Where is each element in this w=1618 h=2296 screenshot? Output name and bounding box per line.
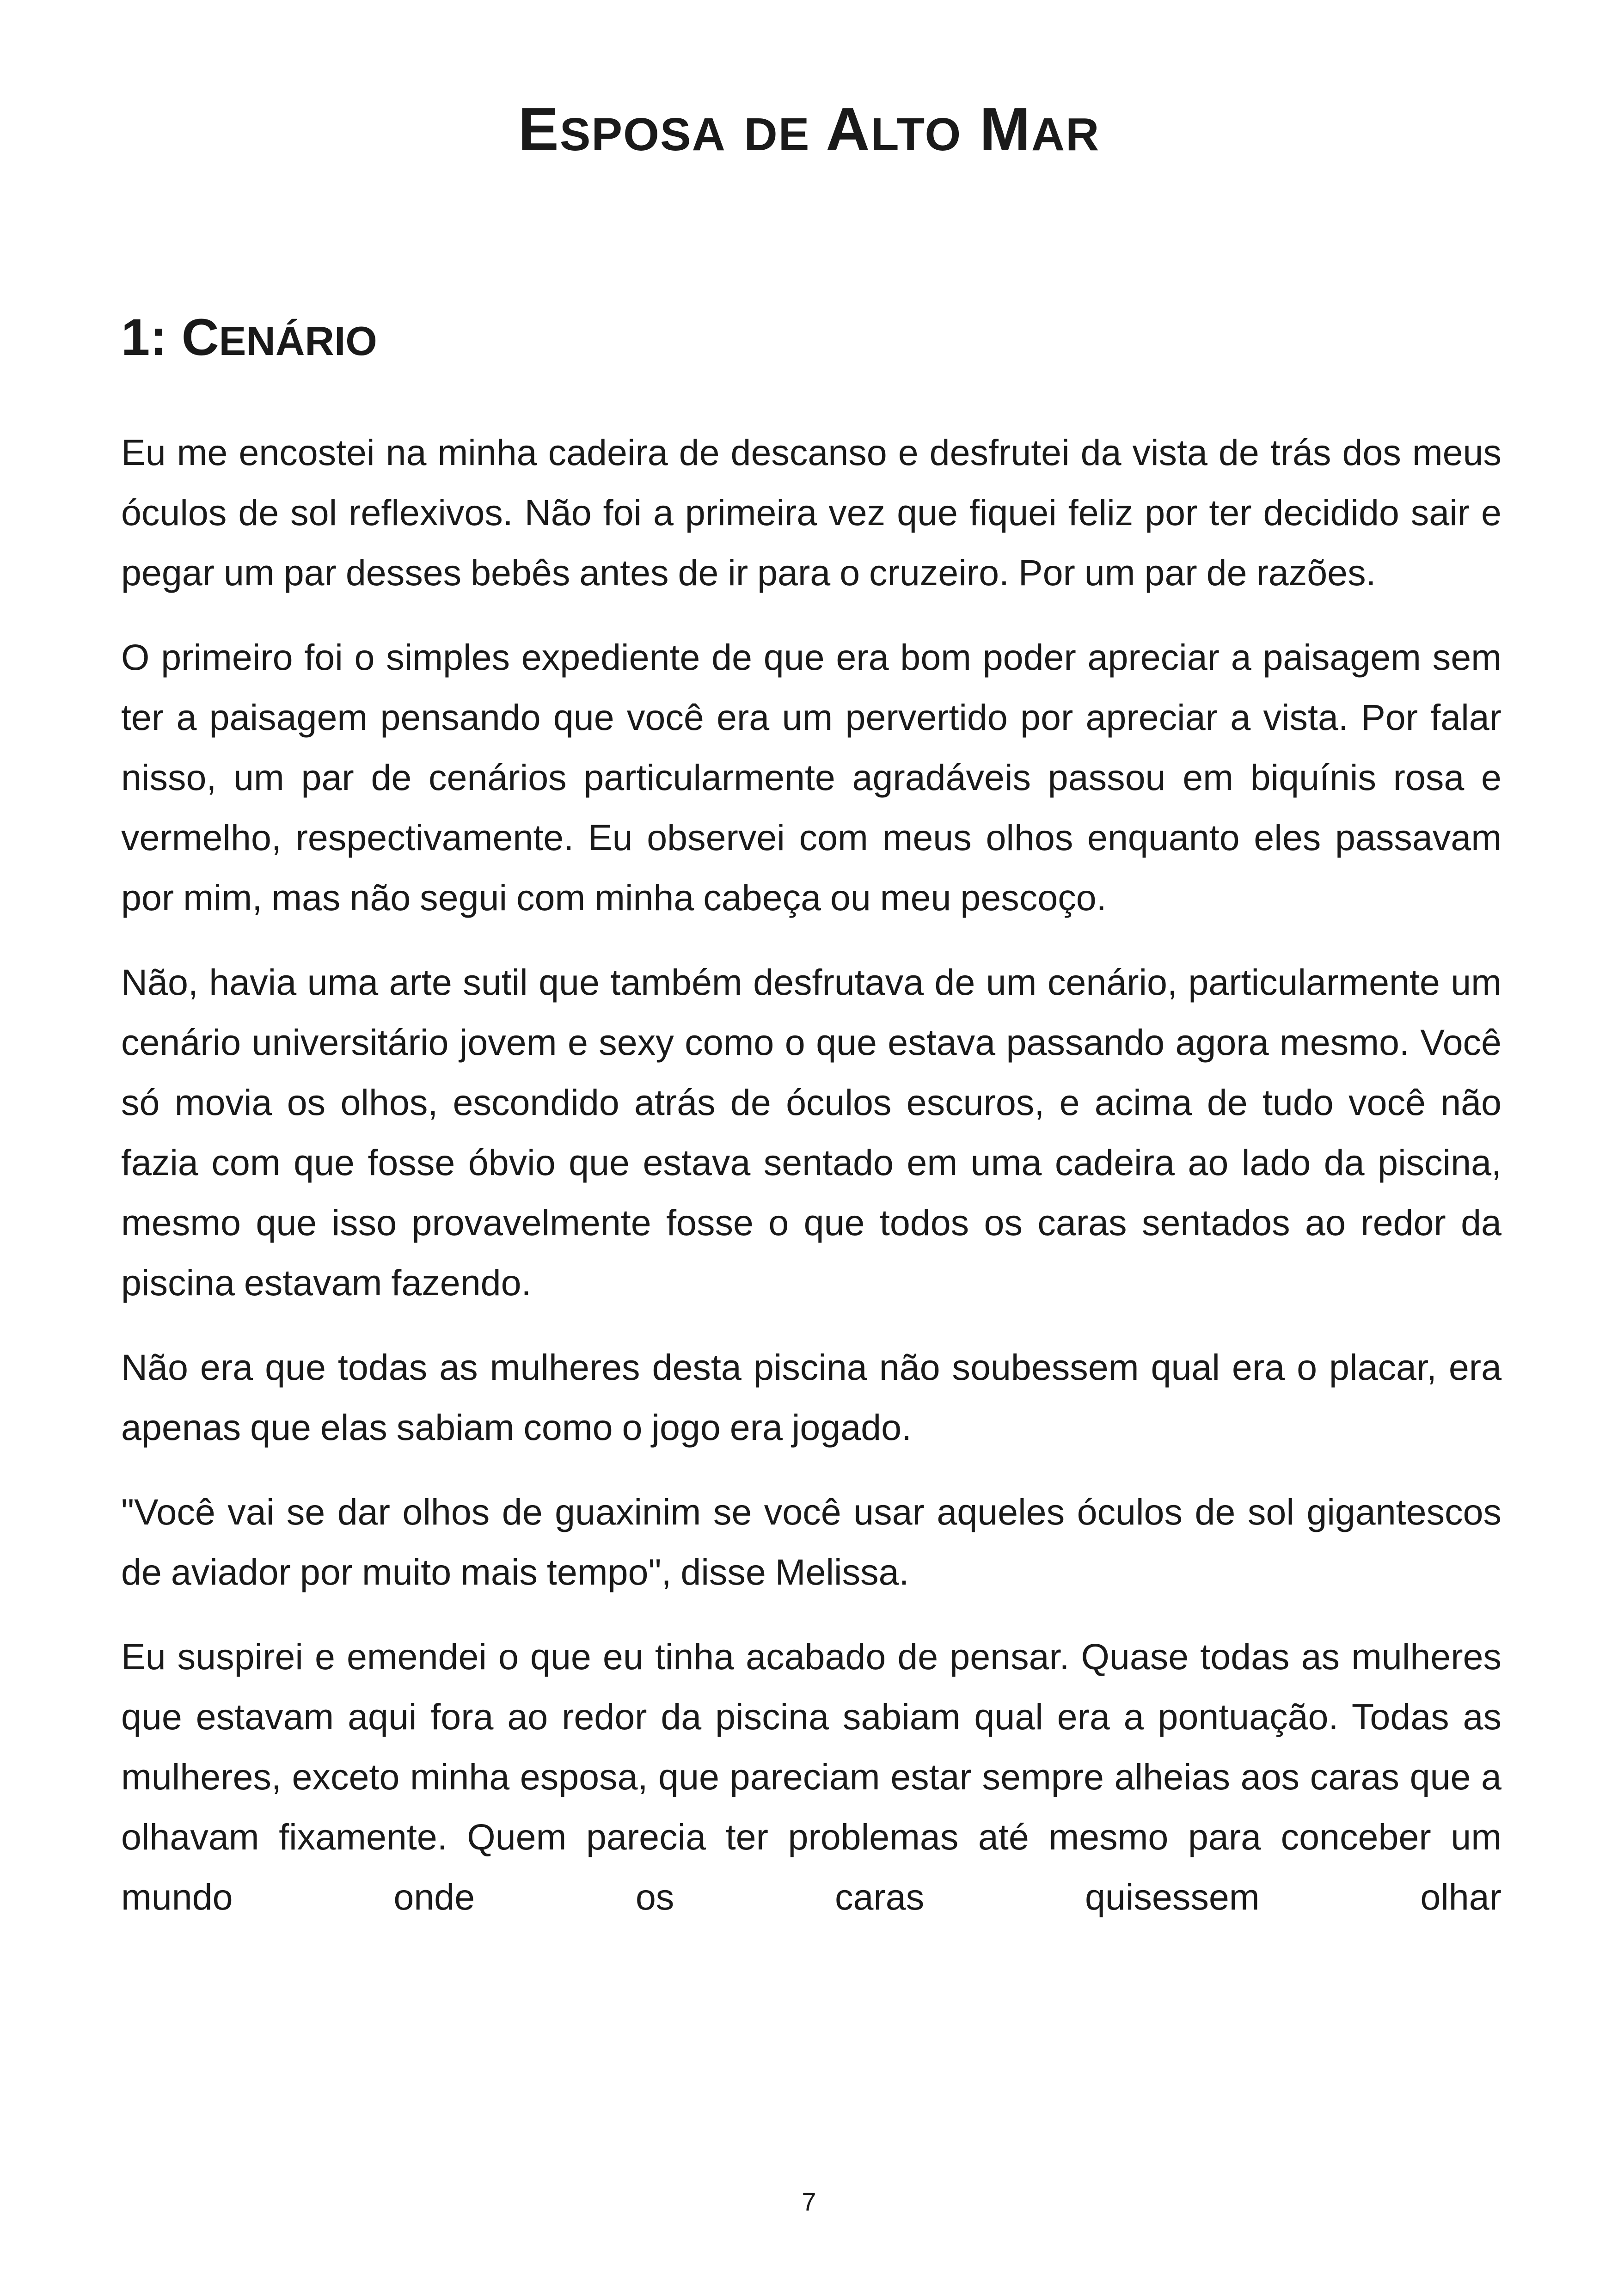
chapter-number: 1: <box>121 308 167 366</box>
paragraph: "Você vai se dar olhos de guaxinim se você usar aqueles óculos de sol gigantescos de aviador por muito mais tempo", disse Melissa. <box>121 1491 1502 1592</box>
book-title-word-4-initial: M <box>979 95 1031 163</box>
chapter-name-rest: ENÁRIO <box>219 318 377 364</box>
book-title-word-3-initial: A <box>826 95 871 163</box>
paragraph: Não, havia uma arte sutil que também desfrutava de um cenário, particularmente um cenário universitário jovem e sexy como o que estava passando agora mesmo. Você só movia os olhos, escondido atrás de óculos escuros, e acima de tudo você não fazia com que fosse óbvio que estava sentado em uma cadeira ao lado da piscina, mesmo que isso provavelmente fosse o que todos os caras sentados ao redor da piscina estavam fazendo. <box>121 961 1502 1303</box>
paragraph: O primeiro foi o simples expediente de que era bom poder apreciar a paisagem sem ter a paisagem pensando que você era um pervertido por apreciar a vista. Por falar nisso, um par de cenários particularmente agradáveis passou em biquínis rosa e vermelho, respectivamente. Eu observei com meus olhos enquanto eles passavam por mim, mas não segui com minha cabeça ou meu pescoço. <box>121 637 1502 918</box>
book-title-word-4-rest: AR <box>1031 109 1100 160</box>
chapter-heading <box>121 305 377 373</box>
book-title-word-1-rest: SPOSA <box>559 109 726 160</box>
book-title-word-3-rest: LTO <box>870 109 962 160</box>
body-text <box>121 422 1502 1927</box>
book-title-word-2: DE <box>744 109 810 160</box>
paragraph: Eu suspirei e emendei o que eu tinha acabado de pensar. Quase todas as mulheres que estavam aqui fora ao redor da piscina sabiam qual era a pontuação. Todas as mulheres, exceto minha esposa, que pareciam estar sempre alheias aos caras que a olhavam fixamente. Quem parecia ter problemas até mesmo para conceber um mundo onde os caras quisessem olhar <box>121 1636 1502 1917</box>
chapter-name-initial: C <box>181 308 219 366</box>
book-title <box>0 92 1618 171</box>
book-title-word-1-initial: E <box>518 95 560 163</box>
page-number: 7 <box>802 2187 816 2216</box>
paragraph: Não era que todas as mulheres desta piscina não soubessem qual era o placar, era apenas que elas sabiam como o jogo era jogado. <box>121 1347 1502 1448</box>
paragraph: Eu me encostei na minha cadeira de descanso e desfrutei da vista de trás dos meus óculos de sol reflexivos. Não foi a primeira vez que fiquei feliz por ter decidido sair e pegar um par desses bebês antes de ir para o cruzeiro. Por um par de razões. <box>121 432 1502 593</box>
